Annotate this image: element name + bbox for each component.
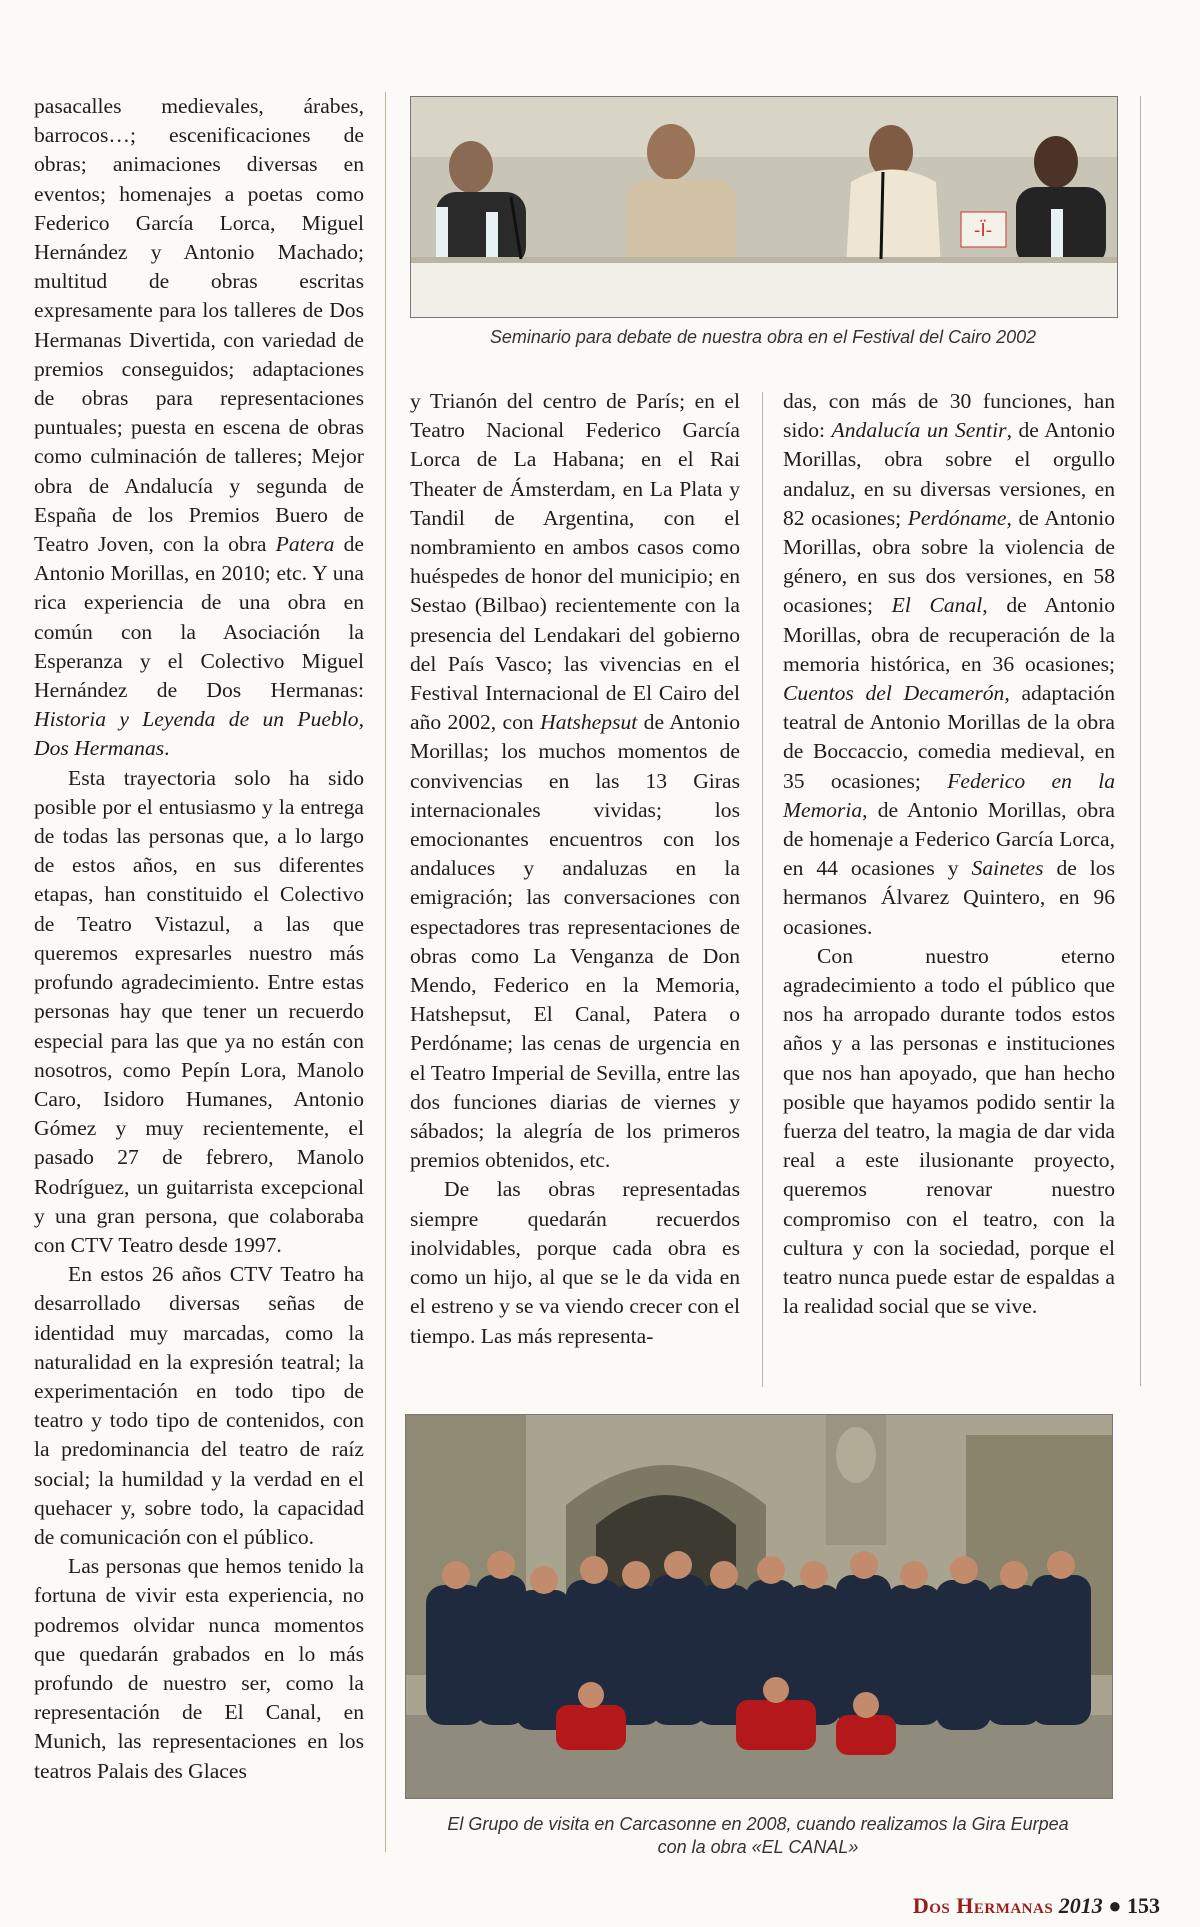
paragraph: Las personas que hemos tenido la fortuna de vivir esta experiencia, no podremos olvidar nunca momentos que quedarán grabados en lo más profundo de nuestro ser, como la representación de El Canal, en Munich, las representaciones en los teatros Palais des Glaces	[34, 1554, 364, 1783]
photo-caption	[405, 1813, 1111, 1859]
article-column-right	[783, 387, 1115, 1322]
paragraph: Esta trayectoria solo ha sido posible por el entusiasmo y la entrega de todas las personas que, a lo largo de estos años, en sus diferentes etapas, han constituido el Colectivo de Teatro Vistazul, a las que queremos expresarles nuestro más profundo agradecimiento. Entre estas personas hay que tener un recuerdo especial para las que ya no están con nosotros, como Pepín Lora, Manolo Caro, Isidoro Humanes, Antonio Gómez y muy recientemente, el pasado 27 de febrero, Manolo Rodríguez, un guitarrista excepcional y una gran persona, que colaboraba con CTV Teatro desde 1997.	[34, 765, 364, 1257]
paragraph: das, con más de 30 funciones, han sido: Andalucía un Sentir, de Antonio Morillas, obra sobre el orgullo andaluz, en su diversas versiones, en 82 ocasiones; Perdóname, de Antonio Morillas, obra sobre la violencia de género, en sus dos versiones, en 58 ocasiones; El Canal, de Antonio Morillas, obra de recuperación de la memoria histórica, en 36 ocasiones; Cuentos del Decamerón, adaptación teatral de Antonio Morillas de la obra de Boccaccio, comedia medieval, en 35 ocasiones; Federico en la Memoria, de Antonio Morillas, obra de homenaje a Federico García Lorca, en 44 ocasiones y Sainetes de los hermanos Álvarez Quintero, en 96 ocasiones.	[783, 389, 1116, 939]
photo-caption: Seminario para debate de nuestra obra en el Festival del Cairo 2002	[489, 327, 1037, 347]
page-footer	[913, 1893, 1160, 1919]
caption-line: El Grupo de visita en Carcasonne en 2008, cuando realizamos la Gira Eurpea	[447, 1814, 1069, 1834]
svg-text:-Ï-: -Ï-	[973, 220, 993, 241]
column-divider	[385, 92, 386, 1852]
seminar-photo-illustration	[411, 97, 1117, 317]
paragraph: En estos 26 años CTV Teatro ha desarrollado diversas señas de identidad muy marcadas, como la naturalidad en la expresión teatral; la experimentación en todo tipo de teatro y todo tipo de contenidos, con la predominancia del teatro de raíz social; la humildad y la verdad en el quehacer y, sobre todo, la capacidad de comunicación con el público.	[34, 1262, 364, 1549]
group-photo-illustration	[406, 1415, 1112, 1798]
page-number: 153	[1127, 1893, 1160, 1918]
issue-year: 2013	[1058, 1893, 1103, 1918]
caption-line: con la obra «EL CANAL»	[657, 1837, 859, 1857]
footer-separator: ●	[1108, 1893, 1122, 1918]
paragraph: Con nuestro eterno agradecimiento a todo el público que nos ha arropado durante todos estos años y a las personas e instituciones que nos han apoyado, que han hecho posible que hayamos podido sentir la fuerza del teatro, la magia de dar vida real a este ilusionante proyecto, queremos renovar nuestro compromiso con el teatro, con la cultura y con la sociedad, porque el teatro nunca puede estar de espaldas a la realidad social que se vive.	[783, 943, 1115, 1319]
column-divider	[1140, 96, 1141, 1386]
paragraph: De las obras representadas siempre quedarán recuerdos inolvidables, porque cada obra es como un hijo, al que se le da vida en el estreno y se va viendo crecer con el tiempo. Las más representa-	[410, 1177, 740, 1348]
article-column-middle	[410, 387, 740, 1351]
magazine-name: Dos Hermanas	[912, 1893, 1054, 1918]
paragraph: y Trianón del centro de París; en el Teatro Nacional Federico García Lorca de La Habana; en el Rai Theater de Ámsterdam, en La Plata y Tandil de Argentina, con el nombramiento en ambos casos como huéspedes de honor del municipio; en Sestao (Bilbao) recientemente con la presencia del Lendakari del gobierno del País Vasco; las vivencias en el Festival Internacional de El Cairo del año 2002, con Hatshepsut de Antonio Morillas; los muchos momentos de convivencias en las 13 Giras internacionales vividas; los emocionantes encuentros con los andaluces y andaluzas en la emigración; las conversaciones con espectadores tras representaciones de obras como La Venganza de Don Mendo, Federico en la Memoria, Hatshepsut, El Canal, Patera o Perdóname; las cenas de urgencia en el Teatro Imperial de Sevilla, entre las dos funciones diarias de viernes y sábados; la alegría de los primeros premios obtenidos, etc.	[410, 389, 740, 1173]
article-column-left	[34, 92, 364, 1786]
group-photo	[405, 1414, 1113, 1799]
seminar-photo	[410, 96, 1118, 318]
column-divider	[762, 392, 763, 1387]
paragraph: pasacalles medievales, árabes, barrocos…; escenificaciones de obras; animaciones diversas en eventos; homenajes a poetas como Federico García Lorca, Miguel Hernández y Antonio Machado; multitud de obras escritas expresamente para los talleres de Dos Hermanas Divertida, con variedad de premios conseguidos; adaptaciones de obras para representaciones puntuales; puesta en escena de obras como culminación de talleres; Mejor obra de Andalucía y segunda de España de los Premios Buero de Teatro Joven, con la obra Patera de Antonio Morillas, en 2010; etc. Y una rica experiencia de una obra en común con la Asociación la Esperanza y el Colectivo Miguel Hernández de Dos Hermanas: Historia y Leyenda de un Pueblo, Dos Hermanas.	[34, 94, 364, 761]
